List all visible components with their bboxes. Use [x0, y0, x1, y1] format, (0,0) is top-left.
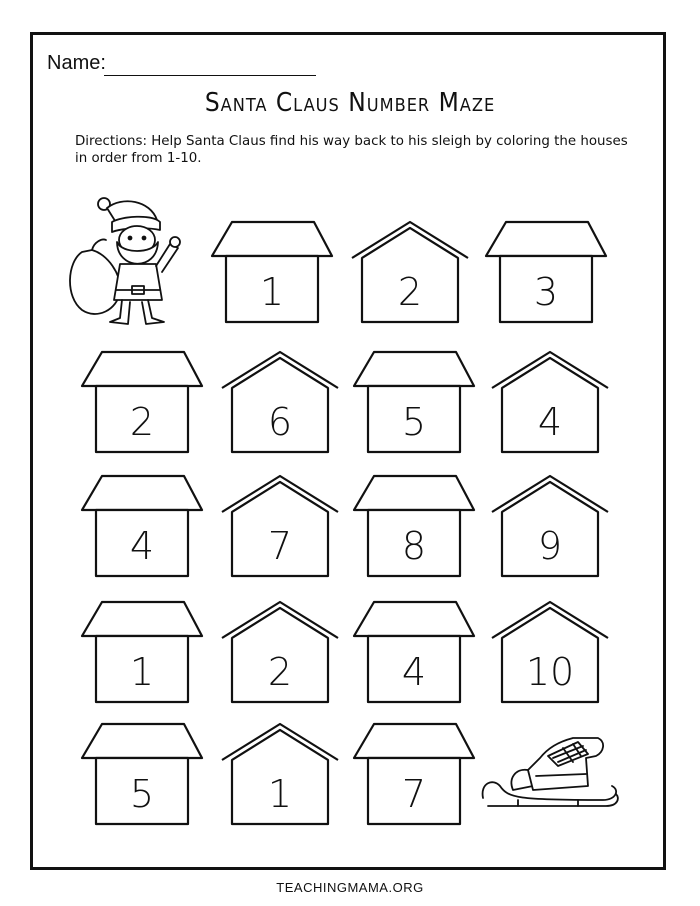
house-number: 10	[525, 650, 575, 694]
house-number: 5	[129, 772, 155, 816]
house-number: 1	[129, 650, 155, 694]
house-r2-c2[interactable]	[218, 348, 342, 456]
house-r4-c1[interactable]	[80, 598, 204, 706]
house-r2-c3[interactable]	[352, 348, 476, 456]
house-r3-c2[interactable]	[218, 472, 342, 580]
house-number: 1	[259, 270, 285, 314]
santa-claus-illustration	[62, 192, 197, 332]
house-number: 9	[537, 524, 563, 568]
house-r3-c4[interactable]	[488, 472, 612, 580]
house-number: 4	[129, 524, 155, 568]
name-label: Name:	[47, 52, 106, 74]
house-r5-c1[interactable]	[80, 720, 204, 828]
name-line[interactable]	[104, 75, 316, 76]
house-r5-c2[interactable]	[218, 720, 342, 828]
directions-text: Directions: Help Santa Claus find his way back to his sleigh by coloring the houses in order from 1-10.	[75, 134, 628, 166]
house-r5-c3[interactable]	[352, 720, 476, 828]
house-number: 2	[267, 650, 293, 694]
house-number: 2	[129, 400, 155, 444]
house-number: 4	[401, 650, 427, 694]
house-r1-c3[interactable]	[484, 218, 608, 326]
house-r1-c1[interactable]	[210, 218, 334, 326]
house-r1-c2[interactable]	[348, 218, 472, 326]
house-r4-c2[interactable]	[218, 598, 342, 706]
house-number: 2	[397, 270, 423, 314]
house-number: 7	[267, 524, 293, 568]
house-number: 6	[267, 400, 293, 444]
footer-website: TEACHINGMAMA.ORG	[276, 880, 424, 895]
house-r2-c1[interactable]	[80, 348, 204, 456]
house-number: 8	[401, 524, 427, 568]
house-number: 4	[537, 400, 563, 444]
worksheet-title: Santa Claus Number Maze	[204, 88, 496, 118]
house-number: 3	[533, 270, 559, 314]
house-r3-c3[interactable]	[352, 472, 476, 580]
house-number: 7	[401, 772, 427, 816]
house-r2-c4[interactable]	[488, 348, 612, 456]
house-r3-c1[interactable]	[80, 472, 204, 580]
sleigh-illustration	[478, 728, 623, 818]
house-r4-c3[interactable]	[352, 598, 476, 706]
house-number: 5	[401, 400, 427, 444]
house-r4-c4[interactable]	[488, 598, 612, 706]
house-number: 1	[267, 772, 293, 816]
